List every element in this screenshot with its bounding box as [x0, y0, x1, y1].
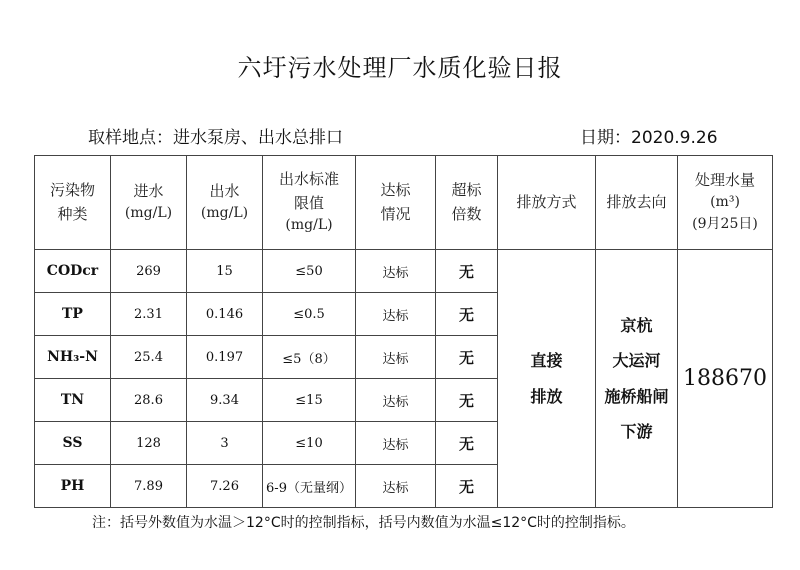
outflow-cell: 7.26 [187, 465, 263, 508]
exceed-cell: 无 [436, 336, 498, 379]
header-exceed: 超标 倍数 [436, 156, 498, 250]
header-discharge-method: 排放方式 [498, 156, 596, 250]
inflow-cell: 128 [111, 422, 187, 465]
pollutant-cell: TP [35, 293, 111, 336]
exceed-cell: 无 [436, 293, 498, 336]
header-limit: 出水标准 限值 (mg/L) [263, 156, 356, 250]
compliance-cell: 达标 [356, 293, 436, 336]
table-row [35, 250, 773, 293]
pollutant-cell: SS [35, 422, 111, 465]
header-outflow: 出水 (mg/L) [187, 156, 263, 250]
exceed-cell: 无 [436, 250, 498, 293]
inflow-cell: 2.31 [111, 293, 187, 336]
compliance-cell: 达标 [356, 336, 436, 379]
volume-cell: 188670 [678, 250, 773, 508]
compliance-cell: 达标 [356, 422, 436, 465]
footnote: 注：括号外数值为水温＞12°C时的控制指标，括号内数值为水温≤12°C时的控制指标。 [92, 515, 635, 531]
compliance-cell: 达标 [356, 465, 436, 508]
header-discharge-dest: 排放去向 [596, 156, 678, 250]
limit-cell: ≤10 [263, 422, 356, 465]
inflow-cell: 269 [111, 250, 187, 293]
outflow-cell: 9.34 [187, 379, 263, 422]
exceed-cell: 无 [436, 465, 498, 508]
pollutant-cell: NH₃-N [35, 336, 111, 379]
limit-cell: ≤5（8） [263, 336, 356, 379]
header-volume: 处理水量 (m³) (9月25日) [678, 156, 773, 250]
inflow-cell: 28.6 [111, 379, 187, 422]
exceed-cell: 无 [436, 422, 498, 465]
inflow-cell: 25.4 [111, 336, 187, 379]
exceed-cell: 无 [436, 379, 498, 422]
compliance-cell: 达标 [356, 379, 436, 422]
limit-cell: ≤50 [263, 250, 356, 293]
limit-cell: ≤15 [263, 379, 356, 422]
pollutant-cell: TN [35, 379, 111, 422]
compliance-cell: 达标 [356, 250, 436, 293]
report-date: 日期：2020.9.26 [580, 128, 718, 148]
outflow-cell: 3 [187, 422, 263, 465]
header-inflow: 进水 (mg/L) [111, 156, 187, 250]
sampling-location: 取样地点：进水泵房、出水总排口 [88, 128, 343, 148]
pollutant-cell: CODcr [35, 250, 111, 293]
pollutant-cell: PH [35, 465, 111, 508]
header-pollutant: 污染物 种类 [35, 156, 111, 250]
discharge-method-cell: 直接 排放 [498, 250, 596, 508]
water-quality-table [34, 155, 773, 508]
header-compliance: 达标 情况 [356, 156, 436, 250]
inflow-cell: 7.89 [111, 465, 187, 508]
header-row [35, 156, 773, 250]
report-title: 六圩污水处理厂水质化验日报 [237, 54, 563, 82]
limit-cell: 6-9（无量纲） [263, 465, 356, 508]
limit-cell: ≤0.5 [263, 293, 356, 336]
outflow-cell: 0.146 [187, 293, 263, 336]
outflow-cell: 15 [187, 250, 263, 293]
discharge-dest-cell: 京杭 大运河 施桥船闸 下游 [596, 250, 678, 508]
outflow-cell: 0.197 [187, 336, 263, 379]
